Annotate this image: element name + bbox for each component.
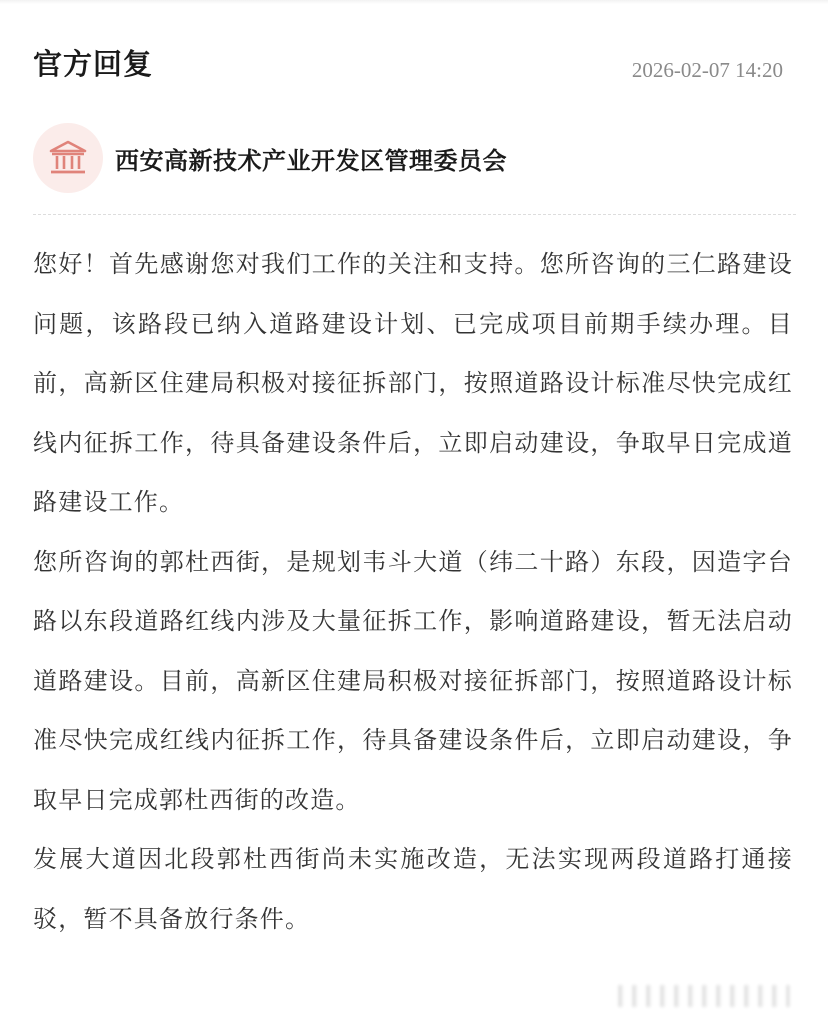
reply-paragraph: 您好！首先感谢您对我们工作的关注和支持。您所咨询的三仁路建设问题，该路段已纳入道路建设计划、已完成项目前期手续办理。目前，高新区住建局积极对接征拆部门，按照道路设计标准尽快完成红线内征拆工作，待具备建设条件后，立即启动建设，争取早日完成道路建设工作。 — [33, 250, 793, 516]
reply-body — [33, 235, 793, 949]
section-divider — [33, 214, 796, 215]
avatar — [33, 123, 103, 193]
reply-header — [33, 38, 783, 88]
reply-paragraph: 您所咨询的郭杜西街，是规划韦斗大道（纬二十路）东段，因造字台路以东段道路红线内涉及大量征拆工作，影响道路建设，暂无法启动道路建设。目前，高新区住建局积极对接征拆部门，按照道路设计标准尽快完成红线内征拆工作，待具备建设条件后，立即启动建设，争取早日完成郭杜西街的改造。 — [33, 547, 793, 814]
government-building-icon — [48, 140, 88, 176]
page-title: 官方回复 — [33, 47, 154, 81]
responding-organization[interactable] — [33, 122, 507, 194]
reply-timestamp: 2026-02-07 14:20 — [631, 58, 783, 82]
blurred-watermark — [610, 985, 790, 1007]
top-edge-shadow — [0, 0, 828, 4]
reply-paragraph: 发展大道因北段郭杜西街尚未实施改造，无法实现两段道路打通接驳，暂不具备放行条件。 — [33, 845, 793, 933]
organization-name: 西安高新技术产业开发区管理委员会 — [115, 146, 507, 175]
